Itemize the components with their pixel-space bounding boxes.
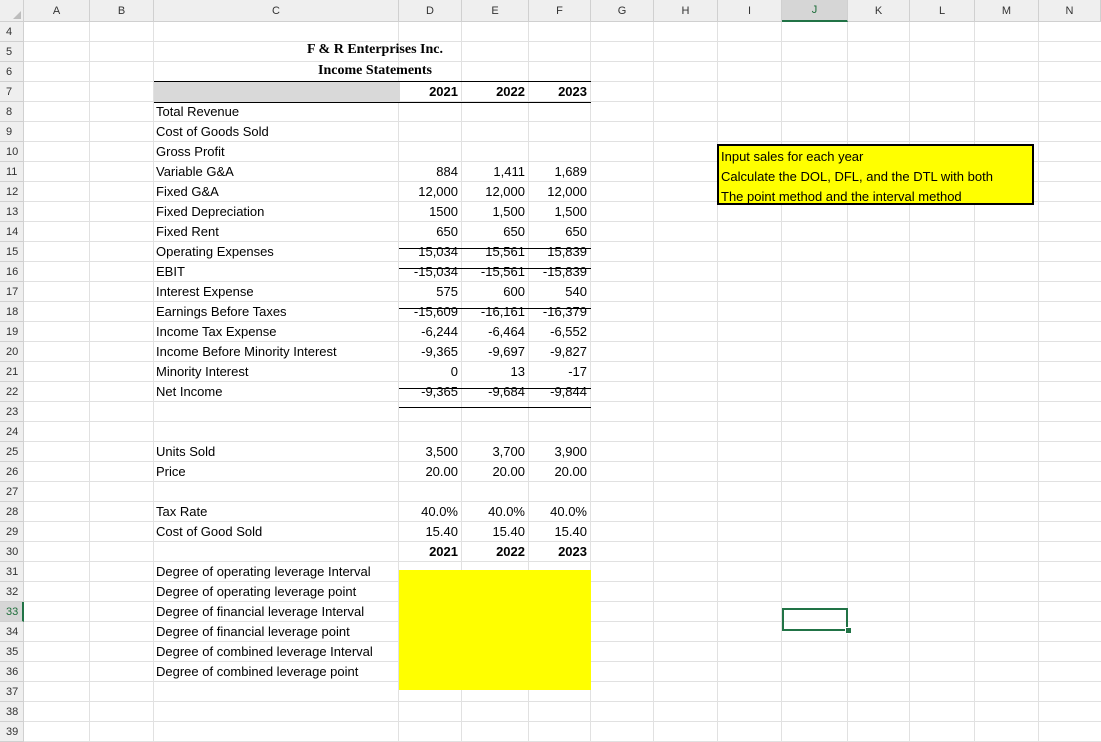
row-header[interactable]: 27	[0, 482, 24, 502]
row-header[interactable]: 37	[0, 682, 24, 702]
value-cell[interactable]: 650	[436, 224, 458, 239]
leverage-label[interactable]: Degree of combined leverage point	[156, 664, 359, 679]
year-header-fill	[154, 82, 400, 102]
value-cell[interactable]: 15,839	[547, 244, 587, 259]
value-cell[interactable]: -9,365	[421, 384, 458, 399]
row-header[interactable]: 32	[0, 582, 24, 602]
value-cell[interactable]: 20.00	[554, 464, 587, 479]
value-cell[interactable]: -15,561	[480, 264, 525, 279]
row-header[interactable]: 36	[0, 662, 24, 682]
value-cell[interactable]: -6,244	[421, 324, 458, 339]
row-header[interactable]: 29	[0, 522, 24, 542]
value-cell[interactable]: -16,161	[480, 304, 525, 319]
row-label[interactable]: Cost of Goods Sold	[156, 124, 269, 139]
row-label[interactable]: Income Tax Expense	[156, 324, 277, 339]
column-header[interactable]: N	[1039, 0, 1101, 22]
value-cell[interactable]	[529, 122, 587, 142]
value-cell[interactable]: -6,464	[488, 324, 525, 339]
value-cell[interactable]: 15.40	[554, 524, 587, 539]
value-cell[interactable]	[529, 102, 587, 122]
value-cell[interactable]: -9,844	[550, 384, 587, 399]
row-label[interactable]: Fixed Rent	[156, 224, 219, 239]
row-header[interactable]: 33	[0, 602, 24, 622]
row-header[interactable]: 31	[0, 562, 24, 582]
value-cell[interactable]: 3,900	[554, 444, 587, 459]
row-label[interactable]: Tax Rate	[156, 504, 208, 519]
row-label[interactable]: Net Income	[156, 384, 223, 399]
row-header[interactable]: 23	[0, 402, 24, 422]
row-label[interactable]: Income Before Minority Interest	[156, 344, 337, 359]
row-label[interactable]: Fixed Depreciation	[156, 204, 265, 219]
row-label[interactable]: EBIT	[156, 264, 185, 279]
row-header[interactable]: 17	[0, 282, 24, 302]
row-label[interactable]: Minority Interest	[156, 364, 249, 379]
column-header[interactable]: L	[910, 0, 975, 22]
value-cell[interactable]: -9,365	[421, 344, 458, 359]
row-label[interactable]: Cost of Good Sold	[156, 524, 263, 539]
value-cell[interactable]	[399, 102, 458, 122]
value-cell[interactable]: 2022	[496, 544, 525, 559]
value-cell[interactable]: 2021	[429, 544, 458, 559]
header-top-border	[154, 81, 591, 82]
row-header[interactable]: 12	[0, 182, 24, 202]
value-cell[interactable]: 20.00	[425, 464, 458, 479]
row-header[interactable]: 14	[0, 222, 24, 242]
column-header[interactable]: I	[718, 0, 782, 22]
leverage-label[interactable]: Degree of financial leverage point	[156, 624, 350, 639]
value-cell[interactable]: 3,700	[492, 444, 525, 459]
row-label[interactable]: Units Sold	[156, 444, 216, 459]
value-cell[interactable]	[462, 102, 525, 122]
row-gridline	[24, 61, 1101, 62]
row-gridline	[24, 421, 1101, 422]
value-cell[interactable]: 15,034	[418, 244, 458, 259]
leverage-label[interactable]: Degree of combined leverage Interval	[156, 644, 373, 659]
note-line: The point method and the interval method	[721, 189, 962, 204]
value-cell[interactable]: 13	[510, 364, 525, 379]
value-cell[interactable]: 2021	[429, 84, 458, 99]
column-header[interactable]: D	[399, 0, 462, 22]
row-header[interactable]: 4	[0, 22, 24, 42]
row-header[interactable]: 24	[0, 422, 24, 442]
row-gridline	[24, 721, 1101, 722]
column-gridline	[717, 22, 718, 742]
row-gridline	[24, 701, 1101, 702]
row-header[interactable]: 9	[0, 122, 24, 142]
net-income-underline	[399, 407, 591, 408]
row-header[interactable]: 26	[0, 462, 24, 482]
value-cell[interactable]: -15,609	[413, 304, 458, 319]
leverage-label[interactable]: Degree of financial leverage Interval	[156, 604, 365, 619]
value-cell[interactable]: 40.0%	[488, 504, 525, 519]
row-label[interactable]: Operating Expenses	[156, 244, 274, 259]
row-header[interactable]: 30	[0, 542, 24, 562]
value-cell[interactable]: 650	[565, 224, 587, 239]
value-cell[interactable]: 575	[436, 284, 458, 299]
row-header[interactable]: 15	[0, 242, 24, 262]
row-header[interactable]: 16	[0, 262, 24, 282]
value-cell[interactable]: 40.0%	[421, 504, 458, 519]
column-gridline	[1038, 22, 1039, 742]
value-cell[interactable]: 15,561	[485, 244, 525, 259]
row-label[interactable]: Total Revenue	[156, 104, 240, 119]
value-cell[interactable]: 884	[436, 164, 458, 179]
row-label[interactable]: Variable G&A	[156, 164, 234, 179]
row-header[interactable]: 35	[0, 642, 24, 662]
column-header[interactable]: J	[782, 0, 848, 22]
value-cell[interactable]: 1,411	[493, 164, 525, 179]
value-cell[interactable]: 1500	[429, 204, 458, 219]
column-header[interactable]: E	[462, 0, 529, 22]
row-header[interactable]: 25	[0, 442, 24, 462]
value-cell[interactable]: -16,379	[542, 304, 587, 319]
column-gridline	[909, 22, 910, 742]
row-header[interactable]: 39	[0, 722, 24, 742]
value-cell[interactable]: 2023	[558, 84, 587, 99]
column-gridline	[847, 22, 848, 742]
row-label[interactable]: Gross Profit	[156, 144, 225, 159]
row-header[interactable]: 7	[0, 82, 24, 102]
row-header[interactable]: 13	[0, 202, 24, 222]
column-gridline	[653, 22, 654, 742]
row-header[interactable]: 5	[0, 42, 24, 62]
column-gridline	[89, 22, 90, 742]
value-cell[interactable]	[399, 142, 458, 162]
value-cell[interactable]	[462, 142, 525, 162]
row-header[interactable]: 22	[0, 382, 24, 402]
row-header[interactable]: 6	[0, 62, 24, 82]
value-cell[interactable]: 20.00	[492, 464, 525, 479]
company-title: F & R Enterprises Inc.	[307, 42, 443, 57]
value-cell[interactable]: -15,839	[542, 264, 587, 279]
column-header[interactable]: H	[654, 0, 718, 22]
row-header[interactable]: 21	[0, 362, 24, 382]
row-header[interactable]: 20	[0, 342, 24, 362]
value-cell[interactable]: 600	[503, 284, 525, 299]
value-cell[interactable]: 0	[450, 364, 458, 379]
row-label[interactable]: Fixed G&A	[156, 184, 219, 199]
row-label[interactable]: Interest Expense	[156, 284, 254, 299]
row-label[interactable]: Earnings Before Taxes	[156, 304, 287, 319]
row-header[interactable]: 34	[0, 622, 24, 642]
note-line: Input sales for each year	[721, 149, 864, 164]
row-header[interactable]: 8	[0, 102, 24, 122]
row-header[interactable]: 19	[0, 322, 24, 342]
column-header[interactable]: C	[154, 0, 399, 22]
value-cell[interactable]: 3,500	[425, 444, 458, 459]
column-gridline	[974, 22, 975, 742]
value-cell[interactable]: -9,697	[488, 344, 525, 359]
value-cell[interactable]: -9,684	[488, 384, 525, 399]
value-cell[interactable]	[399, 122, 458, 142]
value-cell[interactable]: 12,000	[418, 184, 458, 199]
column-header[interactable]: B	[90, 0, 154, 22]
value-cell[interactable]: 540	[565, 284, 587, 299]
leverage-label[interactable]: Degree of operating leverage Interval	[156, 564, 371, 579]
value-cell[interactable]: 40.0%	[550, 504, 587, 519]
statement-title: Income Statements	[318, 63, 432, 78]
leverage-input-area[interactable]	[399, 570, 591, 690]
value-cell[interactable]: -9,827	[550, 344, 587, 359]
value-cell[interactable]: 2022	[496, 84, 525, 99]
row-header[interactable]: 28	[0, 502, 24, 522]
value-cell[interactable]	[462, 122, 525, 142]
column-header[interactable]: A	[24, 0, 90, 22]
instruction-note[interactable]	[717, 144, 1034, 205]
value-cell[interactable]: -17	[568, 364, 587, 379]
row-header[interactable]: 18	[0, 302, 24, 322]
column-gridline	[153, 22, 154, 742]
leverage-label[interactable]: Degree of operating leverage point	[156, 584, 357, 599]
value-cell[interactable]: 1,500	[554, 204, 587, 219]
row-header[interactable]: 10	[0, 142, 24, 162]
value-cell[interactable]: 1,689	[554, 164, 587, 179]
select-all-corner[interactable]	[0, 0, 24, 22]
note-line: Calculate the DOL, DFL, and the DTL with both	[721, 169, 993, 184]
row-header[interactable]: 38	[0, 702, 24, 722]
column-gridline	[781, 22, 782, 742]
value-cell[interactable]: 1,500	[492, 204, 525, 219]
value-cell[interactable]: 15.40	[492, 524, 525, 539]
row-label[interactable]: Price	[156, 464, 186, 479]
value-cell[interactable]	[529, 142, 587, 162]
column-header[interactable]: G	[591, 0, 654, 22]
active-cell-selection[interactable]	[782, 608, 848, 631]
value-cell[interactable]: 2023	[558, 544, 587, 559]
value-cell[interactable]: 12,000	[485, 184, 525, 199]
column-header[interactable]: F	[529, 0, 591, 22]
value-cell[interactable]: 15.40	[425, 524, 458, 539]
value-cell[interactable]: 12,000	[547, 184, 587, 199]
column-header[interactable]: K	[848, 0, 910, 22]
value-cell[interactable]: -6,552	[550, 324, 587, 339]
fill-handle[interactable]	[845, 627, 852, 634]
column-header[interactable]: M	[975, 0, 1039, 22]
value-cell[interactable]: 650	[503, 224, 525, 239]
value-cell[interactable]: -15,034	[413, 264, 458, 279]
row-header[interactable]: 11	[0, 162, 24, 182]
